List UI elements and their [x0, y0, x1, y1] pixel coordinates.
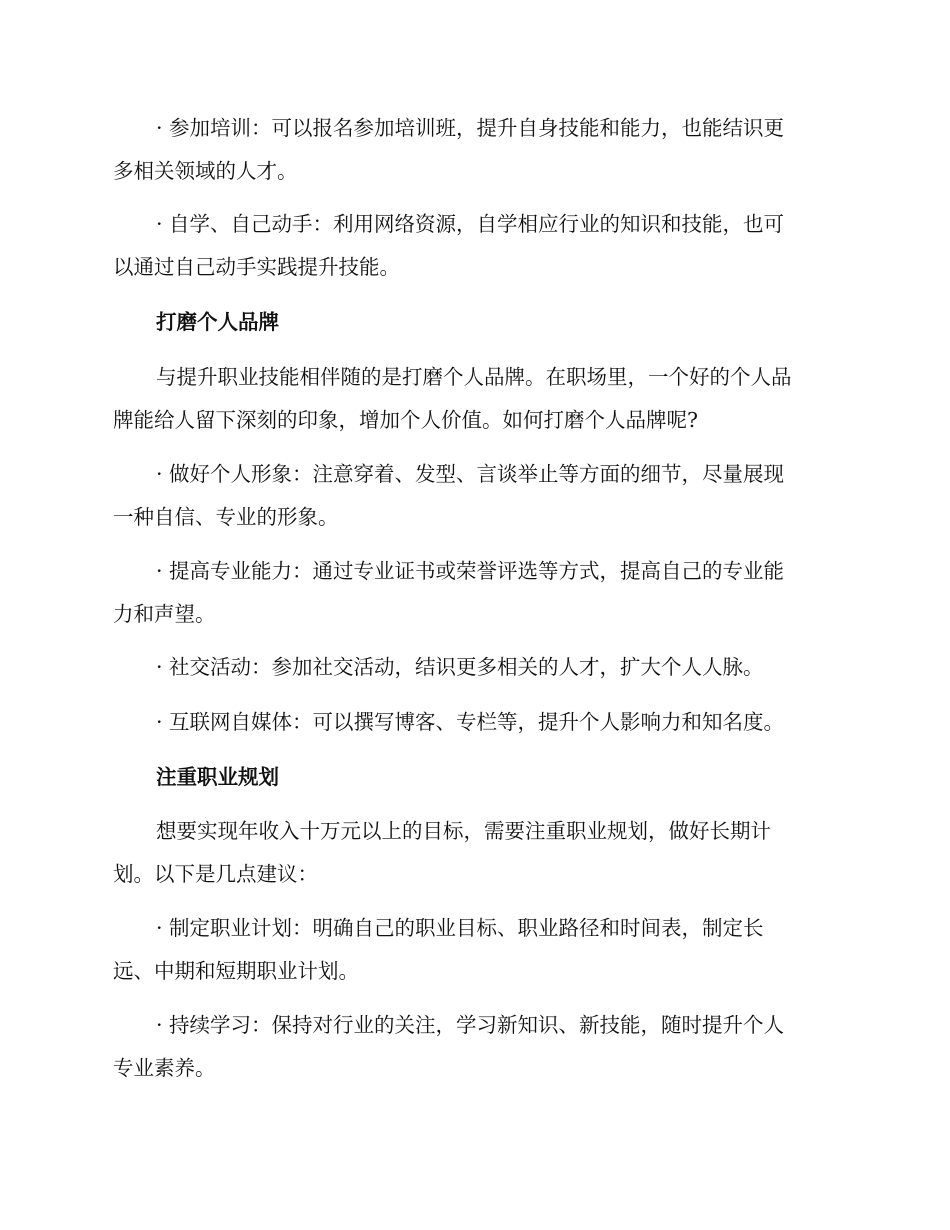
paragraph-line: 想要实现年收入十万元以上的目标，需要注重职业规划，做好长期计 [156, 819, 771, 843]
bullet-line: · 参加培训：可以报名参加培训班，提升自身技能和能力，也能结识更 [156, 116, 785, 140]
bullet-line: · 做好个人形象：注意穿着、发型、言谈举止等方面的细节，尽量展现 [156, 462, 785, 486]
bullet-line: · 自学、自己动手：利用网络资源，自学相应行业的知识和技能，也可 [156, 212, 785, 236]
paragraph-line: 与提升职业技能相伴随的是打磨个人品牌。在职场里，一个好的个人品 [156, 365, 792, 389]
bullet-line: · 持续学习：保持对行业的关注，学习新知识、新技能，随时提升个人 [156, 1013, 785, 1037]
bullet-line: 远、中期和短期职业计划。 [113, 959, 359, 983]
section-heading: 注重职业规划 [156, 765, 279, 789]
bullet-line: · 制定职业计划：明确自己的职业目标、职业路径和时间表，制定长 [156, 916, 764, 940]
bullet-line: · 互联网自媒体：可以撰写博客、专栏等，提升个人影响力和知名度。 [156, 710, 785, 734]
bullet-line: 力和声望。 [113, 602, 216, 626]
bullet-line: 以通过自己动手实践提升技能。 [113, 255, 400, 279]
bullet-line: 一种自信、专业的形象。 [113, 505, 339, 529]
bullet-line: · 提高专业能力：通过专业证书或荣誉评选等方式，提高自己的专业能 [156, 559, 785, 583]
paragraph-line: 牌能给人留下深刻的印象，增加个人价值。如何打磨个人品牌呢? [113, 408, 698, 432]
section-heading: 打磨个人品牌 [156, 310, 279, 334]
paragraph-line: 划。以下是几点建议： [113, 862, 318, 886]
bullet-line: 多相关领域的人才。 [113, 159, 298, 183]
bullet-line: 专业素养。 [113, 1056, 216, 1080]
bullet-line: · 社交活动：参加社交活动，结识更多相关的人才，扩大个人人脉。 [156, 655, 764, 679]
